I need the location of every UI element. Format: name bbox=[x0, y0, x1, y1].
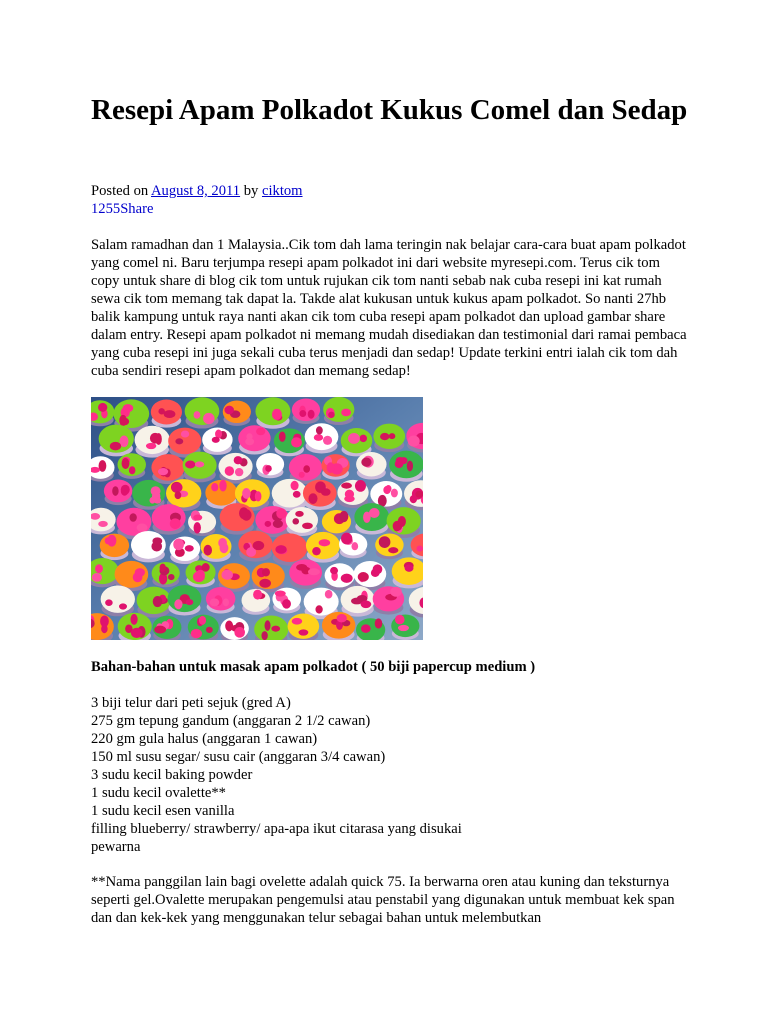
polka-dot bbox=[375, 618, 383, 628]
polka-dot bbox=[105, 537, 112, 544]
polka-dot bbox=[261, 631, 267, 640]
polka-dot bbox=[105, 599, 113, 606]
polka-dot bbox=[282, 599, 291, 609]
polka-dot bbox=[98, 403, 107, 412]
polka-dot bbox=[379, 536, 391, 548]
polka-dot bbox=[195, 461, 204, 467]
polka-dot bbox=[222, 570, 233, 580]
polka-dot bbox=[204, 545, 212, 556]
polka-dot bbox=[185, 461, 195, 469]
polka-dot bbox=[291, 481, 299, 490]
polka-dot bbox=[341, 409, 351, 417]
polka-dot bbox=[95, 564, 103, 573]
polka-dot bbox=[199, 616, 206, 625]
polka-dot bbox=[153, 596, 163, 607]
polka-dot bbox=[98, 521, 108, 527]
polka-dot bbox=[299, 629, 309, 635]
apam-cake bbox=[238, 425, 270, 451]
polka-dot bbox=[330, 567, 338, 574]
apam-cake bbox=[286, 507, 318, 533]
polka-dot bbox=[193, 515, 202, 521]
polka-dot bbox=[337, 614, 347, 622]
polka-dot bbox=[203, 413, 215, 424]
polka-dot bbox=[327, 462, 335, 473]
polka-dot bbox=[173, 539, 184, 551]
polka-dot bbox=[398, 625, 409, 631]
polka-dot bbox=[234, 456, 243, 464]
polka-dot bbox=[146, 443, 156, 449]
list-item: 150 ml susu segar/ susu cair (anggaran 3/4 cawan) bbox=[91, 749, 386, 765]
polka-dot bbox=[245, 438, 254, 445]
polka-dot bbox=[265, 521, 272, 527]
polka-dot bbox=[154, 626, 166, 634]
polka-dot bbox=[355, 480, 366, 492]
apam-cake bbox=[185, 397, 220, 425]
polka-dot bbox=[325, 590, 333, 599]
polka-dot bbox=[194, 411, 201, 419]
ovalette-note: **Nama panggilan lain bagi ovelette adalah quick 75. Ia berwarna oren atau kuning dan teksturnya seperti gel.Ovalette merupakan pengemulsi atau penstabil yang digunakan untuk membuat kek span dan dan kek-kek yang menggunakan telur sebagai bahan untuk melembutkan bbox=[91, 874, 675, 926]
polka-dot bbox=[185, 545, 194, 551]
polka-dot bbox=[194, 522, 201, 533]
list-item: 275 gm tepung gandum (anggaran 2 1/2 cawan) bbox=[91, 713, 371, 729]
polka-dot bbox=[265, 620, 271, 631]
polka-dot bbox=[100, 615, 109, 627]
polka-dot bbox=[339, 511, 348, 522]
polka-dot bbox=[193, 571, 205, 582]
ingredients-list bbox=[91, 694, 691, 856]
polka-dot bbox=[314, 434, 323, 441]
polka-dot bbox=[119, 603, 127, 609]
polka-dot bbox=[121, 487, 128, 496]
polka-dot bbox=[164, 410, 176, 418]
polka-dot bbox=[235, 468, 243, 476]
polka-dot bbox=[92, 573, 102, 582]
list-item: 3 biji telur dari peti sejuk (gred A) bbox=[91, 695, 291, 711]
list-item: 3 sudu kecil baking powder bbox=[91, 767, 253, 783]
apam-cake bbox=[256, 453, 284, 475]
polka-dot bbox=[295, 511, 304, 517]
polka-dot bbox=[302, 523, 313, 529]
polka-dot bbox=[351, 542, 358, 550]
polka-dot bbox=[393, 521, 403, 531]
apam-cake bbox=[132, 480, 165, 507]
polka-dot bbox=[135, 568, 145, 577]
polka-dot bbox=[275, 590, 286, 596]
polka-dot bbox=[408, 436, 420, 447]
polka-dot bbox=[292, 618, 303, 625]
polka-dot bbox=[299, 410, 306, 417]
polka-dot bbox=[369, 508, 380, 518]
polka-dot bbox=[405, 565, 414, 572]
polka-dot bbox=[219, 480, 226, 492]
polka-dot bbox=[256, 428, 265, 436]
polka-dot bbox=[312, 547, 321, 555]
ingredients-heading: Bahan-bahan untuk masak apam polkadot ( 50 biji papercup medium ) bbox=[91, 659, 536, 675]
polka-dot bbox=[308, 493, 317, 504]
polka-dot bbox=[123, 404, 134, 412]
share-button[interactable] bbox=[91, 201, 153, 217]
apam-cake bbox=[101, 585, 135, 612]
polka-dot bbox=[129, 466, 136, 474]
polka-dot bbox=[391, 489, 398, 498]
apam-cake bbox=[389, 451, 423, 479]
polka-dot bbox=[407, 461, 413, 472]
author-link[interactable]: ciktom bbox=[261, 183, 303, 199]
polka-dot bbox=[272, 409, 282, 420]
list-item: filling blueberry/ strawberry/ apa-apa ikut citarasa yang disukai bbox=[91, 821, 462, 837]
polka-dot bbox=[315, 605, 322, 613]
post-intro: Salam ramadhan dan 1 Malaysia..Cik tom dah lama teringin nak belajar cara-cara buat apam polkadot yang comel ni. Baru terjumpa resepi apam polkadot ini dari website myresepi.com. Terus cik tom copy untuk share di blog cik tom untuk rujukan cik tom nanti sebab nak cuba resepi ini kat rumah sewa cik tom memang tak dapat la. Takde alat kukusan untuk kukus apam polkadot. So nanti 27hb balik kampung untuk raya nanti akan cik tom cuba resepi apam polkadot dan upload gambar share dalam entry. Resepi apam polkadot ni memang mudah disediakan dan testimonial dari ramai pembaca yang cuba resepi ini juga sekali cuba terus menjadi dan sedap! Update terkini entri ialah cik tom dah cuba sendiri resepi apam polkadot dan memang sedap! bbox=[91, 237, 687, 379]
list-item: 220 gm gula halus (anggaran 1 cawan) bbox=[91, 731, 318, 747]
polka-dot bbox=[158, 468, 168, 475]
polka-dot bbox=[225, 466, 234, 476]
polka-dot bbox=[319, 539, 330, 546]
polka-dot bbox=[119, 415, 126, 426]
polka-dot bbox=[299, 472, 305, 478]
polka-dot bbox=[361, 601, 372, 609]
polka-dot bbox=[417, 545, 423, 551]
polka-dot bbox=[175, 491, 182, 499]
polka-dot bbox=[341, 533, 352, 545]
polka-dot bbox=[328, 412, 334, 418]
polka-dot bbox=[253, 590, 262, 600]
polka-dot bbox=[110, 442, 121, 450]
polka-dot bbox=[371, 569, 380, 577]
share-label: Share bbox=[120, 201, 154, 217]
polka-dot bbox=[271, 626, 280, 632]
polka-dot bbox=[291, 437, 302, 447]
polka-dot bbox=[242, 488, 250, 499]
polka-dot bbox=[129, 513, 136, 522]
polka-dot bbox=[262, 568, 270, 576]
share-count: 1255 bbox=[91, 201, 121, 217]
list-item: 1 sudu kecil esen vanilla bbox=[91, 803, 235, 819]
polka-dot bbox=[388, 547, 398, 553]
apam-cake bbox=[354, 561, 387, 587]
polka-dot bbox=[218, 538, 227, 548]
polka-dot bbox=[361, 624, 371, 632]
polka-dot bbox=[206, 627, 213, 633]
polka-dot bbox=[112, 486, 118, 496]
polka-dot bbox=[130, 614, 137, 625]
polka-dot bbox=[253, 541, 265, 550]
polka-dot bbox=[265, 465, 272, 472]
polka-dot bbox=[348, 433, 360, 444]
polka-dot bbox=[308, 410, 315, 419]
polka-dot bbox=[385, 485, 391, 492]
polka-dot bbox=[172, 482, 183, 492]
polka-dot bbox=[361, 457, 371, 466]
polka-dot bbox=[154, 497, 162, 503]
polka-dot bbox=[150, 433, 161, 444]
polka-dot bbox=[358, 572, 369, 582]
polka-dot bbox=[293, 491, 301, 498]
polka-dot bbox=[316, 426, 323, 434]
apam-cake bbox=[113, 399, 149, 428]
polka-dot bbox=[415, 491, 422, 498]
polka-dot bbox=[345, 490, 354, 499]
polka-dot bbox=[308, 568, 320, 575]
posted-on-label: Posted on bbox=[91, 183, 149, 199]
polka-dot bbox=[341, 483, 352, 489]
polka-dot bbox=[360, 435, 367, 442]
polka-dot bbox=[303, 465, 310, 473]
polka-dot bbox=[181, 430, 189, 437]
polka-dot bbox=[160, 564, 166, 572]
apam-polkadot-photo bbox=[91, 397, 423, 640]
polka-dot bbox=[395, 615, 405, 625]
list-item: pewarna bbox=[91, 839, 141, 855]
polka-dot bbox=[224, 406, 234, 415]
polka-dot bbox=[202, 563, 210, 572]
polka-dot bbox=[131, 628, 143, 638]
polka-dot bbox=[239, 507, 249, 519]
polka-dot bbox=[211, 483, 218, 491]
apam-cake bbox=[292, 399, 320, 422]
polka-dot bbox=[137, 523, 148, 531]
polka-dot bbox=[296, 564, 307, 571]
polka-dot bbox=[275, 545, 286, 554]
list-item: 1 sudu kecil ovalette** bbox=[91, 785, 226, 801]
polka-dot bbox=[276, 508, 286, 518]
polka-dot bbox=[259, 579, 271, 588]
polka-dot bbox=[341, 574, 353, 583]
polka-dot bbox=[186, 599, 194, 605]
by-label: by bbox=[243, 183, 259, 199]
polka-dot bbox=[174, 599, 182, 609]
polka-dot bbox=[389, 433, 396, 439]
polka-dot bbox=[223, 599, 229, 607]
polka-dot bbox=[255, 491, 262, 501]
polka-dot bbox=[122, 458, 130, 469]
polka-dot bbox=[168, 574, 175, 580]
polka-dot bbox=[170, 518, 181, 529]
polka-dot bbox=[234, 627, 245, 638]
polka-dot bbox=[279, 432, 286, 442]
polka-dot bbox=[321, 488, 331, 496]
polka-dot bbox=[390, 587, 402, 597]
polka-dot bbox=[396, 457, 405, 465]
apam-cake bbox=[272, 479, 308, 508]
polka-dot bbox=[210, 598, 219, 606]
polka-dot bbox=[212, 437, 220, 443]
polka-dot bbox=[323, 436, 332, 445]
polka-dot bbox=[380, 433, 389, 440]
post-date-link[interactable]: August 8, 2011 bbox=[151, 183, 241, 199]
polka-dot bbox=[292, 518, 299, 524]
polka-dot bbox=[152, 537, 162, 544]
polka-dot bbox=[191, 629, 202, 638]
polka-dot bbox=[175, 438, 183, 444]
post-title: Resepi Apam Polkadot Kukus Comel dan Sedap bbox=[91, 94, 688, 126]
post-meta bbox=[91, 182, 691, 218]
